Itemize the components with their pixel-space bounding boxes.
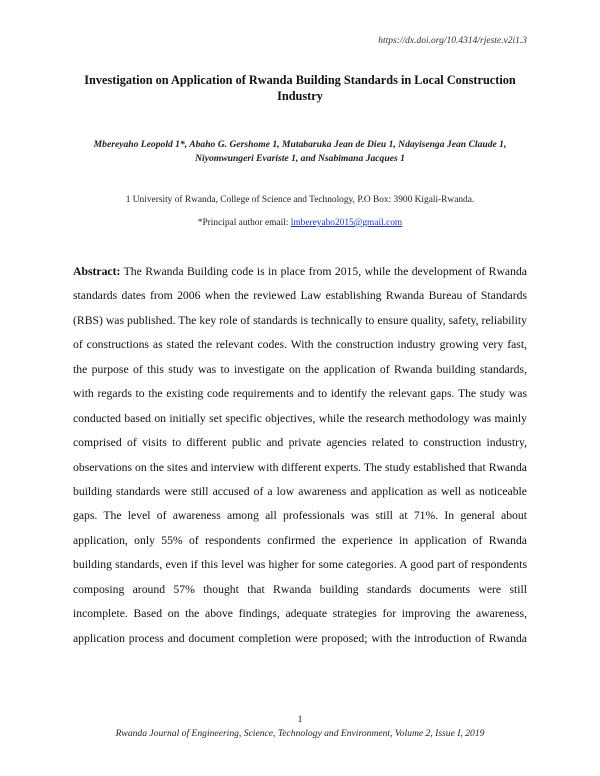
abstract-text: The Rwanda Building code is in place from 2015, while the development of Rwanda bbox=[123, 265, 527, 278]
doi-link[interactable]: https://dx.doi.org/10.4314/rjeste.v2i1.3 bbox=[378, 36, 527, 46]
email-link[interactable]: lmbereyaho2015@gmail.com bbox=[290, 218, 403, 228]
abstract-line: conducted based on initially set specific objectives, while the research methodology was mainly bbox=[73, 411, 527, 425]
author-email-line bbox=[60, 218, 540, 228]
abstract-label: Abstract: bbox=[73, 265, 121, 278]
abstract-line: building standards, even if this level was higher for some categories. A good part of respondents bbox=[73, 558, 527, 572]
abstract-line: standards dates from 2006 when the reviewed Law establishing Rwanda Bureau of Standards bbox=[73, 289, 527, 303]
title-line: Industry bbox=[277, 89, 323, 103]
abstract-line: (RBS) was published. The key role of standards is technically to ensure quality, safety, reliability bbox=[73, 313, 527, 327]
abstract-line: composing around 57% thought that Rwanda building standards documents were still bbox=[73, 582, 527, 596]
author-list bbox=[60, 138, 540, 166]
email-label: *Principal author email: bbox=[197, 218, 291, 228]
page-number: 1 bbox=[297, 715, 303, 725]
paper-title bbox=[60, 72, 540, 104]
authors-line: Niyomwungeri Evariste 1, and Nsabimana Jacques 1 bbox=[195, 153, 405, 164]
affiliation: 1 University of Rwanda, College of Science and Technology, P.O Box: 3900 Kigali-Rwanda. bbox=[125, 195, 475, 205]
abstract-line: incomplete. Based on the above findings, adequate strategies for improving the awareness, bbox=[73, 607, 527, 621]
abstract-line: building standards were still accused of a low awareness and application as well as noticeable bbox=[73, 484, 527, 498]
abstract-line: of constructions as stated the relevant codes. With the construction industry growing very fast, bbox=[73, 338, 527, 352]
abstract-line bbox=[73, 263, 527, 287]
abstract-line: gaps. The level of awareness among all professionals was still at 71%. In general about bbox=[73, 509, 527, 523]
authors-line: Mbereyaho Leopold 1*, Abaho G. Gershome 1, Mutabaruka Jean de Dieu 1, Ndayisenga Jean Claude 1, bbox=[93, 139, 507, 150]
abstract-line: the purpose of this study was to investigate on the application of Rwanda building standards, bbox=[73, 362, 527, 376]
abstract-line: observations on the sites and interview with different experts. The study established that Rwanda bbox=[73, 460, 527, 474]
abstract-line: application, only 55% of respondents confirmed the experience in application of Rwanda bbox=[73, 533, 527, 547]
abstract-line: with regards to the existing code requirements and to identify the relevant gaps. The study was bbox=[73, 387, 527, 401]
abstract-line: application process and document completion were proposed; with the introduction of Rwanda bbox=[73, 631, 527, 645]
abstract bbox=[73, 263, 527, 654]
abstract-line: comprised of visits to different public and private agencies related to construction industry, bbox=[73, 436, 527, 450]
title-line: Investigation on Application of Rwanda Building Standards in Local Construction bbox=[84, 73, 516, 87]
journal-footer: Rwanda Journal of Engineering, Science, Technology and Environment, Volume 2, Issue I, 2019 bbox=[115, 728, 485, 739]
